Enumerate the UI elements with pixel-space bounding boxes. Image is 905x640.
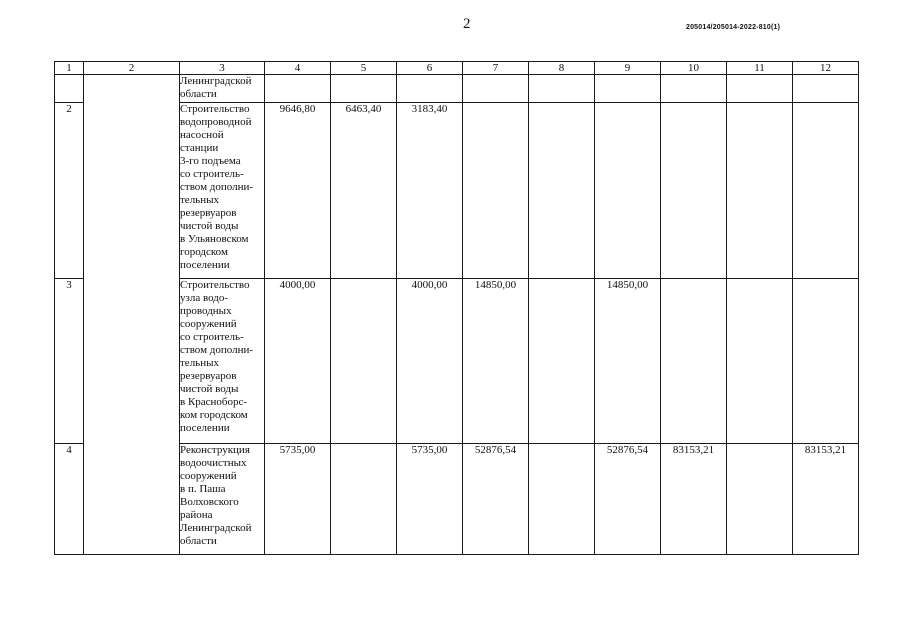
value-cell: 6463,40 [331,103,397,279]
column-header: 10 [661,62,727,75]
value-cell [331,75,397,103]
value-cell [661,103,727,279]
column-header: 2 [84,62,180,75]
row-number-cell: 4 [55,444,84,555]
investment-table [54,61,859,555]
column-header: 5 [331,62,397,75]
value-cell [595,75,661,103]
column-header: 12 [793,62,859,75]
column-header: 6 [397,62,463,75]
value-cell: 4000,00 [265,279,331,444]
object-name-cell: Ленинградской области [180,75,265,103]
row-number-cell: 3 [55,279,84,444]
value-cell [529,103,595,279]
value-cell: 52876,54 [595,444,661,555]
object-name-cell: Реконструкция водоочистных сооружений в п. Паша Волховского района Ленинградской области [180,444,265,555]
column-header: 11 [727,62,793,75]
table-row-continuation [55,75,859,103]
object-name-cell: Строительство водопроводной насосной станции 3-го подъема со строитель- ством дополни- тельных резервуаров чистой воды в Ульяновском городском поселении [180,103,265,279]
page-number: 2 [463,16,471,32]
object-group-cell [84,75,180,555]
value-cell [661,75,727,103]
value-cell [793,75,859,103]
column-header: 9 [595,62,661,75]
document-code: 205014/205014-2022-810(1) [686,24,781,31]
value-cell [331,444,397,555]
value-cell [529,279,595,444]
value-cell [529,444,595,555]
row-number-cell: 2 [55,103,84,279]
value-cell [595,103,661,279]
row-number-cell [55,75,84,103]
column-header: 4 [265,62,331,75]
value-cell [529,75,595,103]
value-cell [397,75,463,103]
value-cell [661,279,727,444]
value-cell: 14850,00 [595,279,661,444]
value-cell [463,75,529,103]
value-cell [793,103,859,279]
value-cell [463,103,529,279]
value-cell: 14850,00 [463,279,529,444]
value-cell [265,75,331,103]
value-cell [727,279,793,444]
column-number-row [55,62,859,75]
column-header: 1 [55,62,84,75]
value-cell [727,103,793,279]
value-cell: 5735,00 [265,444,331,555]
value-cell: 5735,00 [397,444,463,555]
value-cell: 4000,00 [397,279,463,444]
value-cell [727,444,793,555]
value-cell: 83153,21 [661,444,727,555]
value-cell [793,279,859,444]
value-cell [331,279,397,444]
value-cell: 83153,21 [793,444,859,555]
value-cell [727,75,793,103]
column-header: 3 [180,62,265,75]
value-cell: 3183,40 [397,103,463,279]
value-cell: 52876,54 [463,444,529,555]
column-header: 8 [529,62,595,75]
object-name-cell: Строительство узла водо- проводных сооружений со строитель- ством дополни- тельных резервуаров чистой воды в Красноборс- ком городском поселении [180,279,265,444]
column-header: 7 [463,62,529,75]
value-cell: 9646,80 [265,103,331,279]
